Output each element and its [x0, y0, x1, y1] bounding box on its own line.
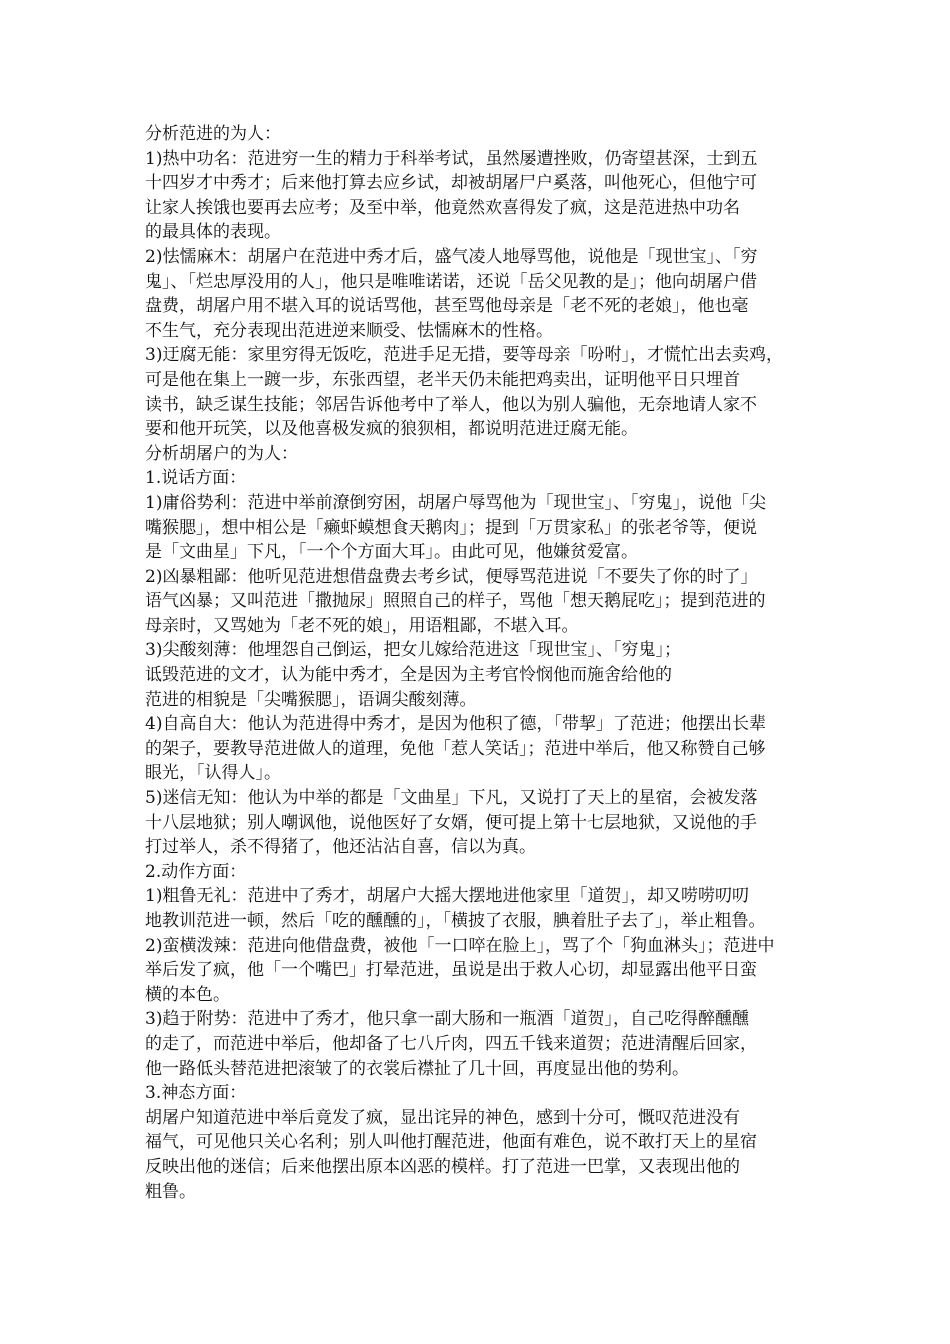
text-line: 1)庸俗势利：范进中举前潦倒穷困，胡屠户辱骂他为「现世宝」、「穷鬼」，说他「尖 — [145, 492, 766, 513]
text-line: 眼光，「认得人」。 — [145, 763, 281, 784]
text-line: 十八层地狱；别人嘲讽他，说他医好了女婿，便可提上第十七层地狱，又说他的手 — [145, 812, 757, 833]
text-line: 他一路低头替范进把滚皱了的衣裳后襟扯了几十回，再度显出他的势利。 — [145, 1058, 689, 1079]
text-line: 1)粗鲁无礼：范进中了秀才，胡屠户大摇大摆地进他家里「道贺」，却又唠唠叨叨 — [145, 886, 749, 907]
text-line: 分析胡屠户的为人： — [145, 443, 298, 464]
text-line: 3)趋于附势：范进中了秀才，他只拿一副大肠和一瓶酒「道贺」，自己吃得醉醺醺 — [145, 1009, 749, 1030]
text-line: 1.说话方面： — [145, 468, 247, 489]
text-line: 2)蛮横泼辣：范进向他借盘费，被他「一口啐在脸上」，骂了个「狗血淋头」；范进中 — [145, 935, 775, 956]
text-line: 3)迂腐无能：家里穷得无饭吃，范进手足无措，要等母亲「吩咐」，才慌忙出去卖鸡， — [145, 345, 783, 366]
text-line: 打过举人，杀不得猪了，他还沾沾自喜，信以为真。 — [145, 837, 536, 858]
text-line: 分析范进的为人： — [145, 124, 281, 144]
text-line: 反映出他的迷信；后来他摆出原本凶恶的模样。打了范进一巴掌，又表现出他的 — [145, 1156, 740, 1177]
text-line: 的架子，要教导范进做人的道理，免他「惹人笑话」；范进中举后，他又称赞自己够 — [145, 738, 766, 759]
document-body — [145, 122, 815, 1204]
text-line: 粗鲁。 — [145, 1181, 196, 1202]
text-line: 举后发了疯，他「一个嘴巴」打晕范进，虽说是出于救人心切，却显露出他平日蛮 — [145, 960, 757, 981]
text-line: 让家人挨饿也要再去应考；及至中举，他竟然欢喜得发了疯，这是范进热中功名 — [145, 197, 740, 218]
text-line: 的走了，而范进中举后，他却备了七八斤肉，四五千钱来道贺；范进清醒后回家， — [145, 1033, 757, 1054]
text-line: 可是他在集上一踱一步，东张西望，老半天仍未能把鸡卖出，证明他平日只埋首 — [145, 369, 740, 390]
text-line: 母亲时，又骂她为「老不死的娘」，用语粗鄙，不堪入耳。 — [145, 615, 579, 636]
text-line: 地教训范进一顿，然后「吃的醺醺的」，「横披了衣服，腆着肚子去了」，举止粗鲁。 — [145, 911, 766, 931]
text-line: 鬼」、「烂忠厚没用的人」，他只是唯唯诺诺，还说「岳父见教的是」；他向胡屠户借 — [145, 271, 757, 292]
text-line: 范进的相貌是「尖嘴猴腮」，语调尖酸刻薄。 — [145, 689, 477, 710]
text-line: 3.神态方面： — [145, 1083, 247, 1104]
text-line: 福气，可见他只关心名利；别人叫他打醒范进，他面有难色，说不敢打天上的星宿 — [145, 1132, 757, 1153]
text-line: 的最具体的表现。 — [145, 222, 281, 243]
text-line: 横的本色。 — [145, 984, 230, 1005]
text-line: 2)凶暴粗鄙：他听见范进想借盘费去考乡试，便辱骂范进说「不要失了你的时了」 — [145, 566, 758, 587]
text-line: 2.动作方面： — [145, 861, 247, 882]
text-line: 十四岁才中秀才；后来他打算去应乡试，却被胡屠尸户奚落，叫他死心，但他宁可 — [145, 173, 757, 194]
text-line: 语气凶暴；又叫范进「撒抛尿」照照自己的样子，骂他「想天鹅屁吃」；提到范进的 — [145, 591, 766, 612]
text-line: 要和他开玩笑，以及他喜极发疯的狼狈相，都说明范进迂腐无能。 — [145, 419, 638, 440]
text-line: 不生气，充分表现出范进逆来顺受、怯懦麻木的性格。 — [145, 320, 553, 341]
text-line: 嘴猴腮」，想中相公是「癞虾蟆想食天鹅肉」；提到「万贯家私」的张老爷等，便说 — [145, 517, 757, 538]
text-line: 5)迷信无知：他认为中举的都是「文曲星」下凡，又说打了天上的星宿，会被发落 — [145, 788, 758, 809]
text-line: 是「文曲星」下凡，「一个个方面大耳」。由此可见，他嫌贫爱富。 — [145, 542, 638, 563]
text-line: 1)热中功名：范进穷一生的精力于科举考试，虽然屡遭挫败，仍寄望甚深，士到五 — [145, 148, 758, 169]
text-line: 盘费，胡屠户用不堪入耳的说话骂他，甚至骂他母亲是「老不死的老娘」，他也毫 — [145, 296, 749, 317]
text-line: 读书，缺乏谋生技能；邻居告诉他考中了举人，他以为别人骗他，无奈地请人家不 — [145, 394, 757, 415]
text-line: 3)尖酸刻薄：他埋怨自己倒运，把女儿嫁给范进这「现世宝」、「穷鬼」； — [145, 640, 681, 661]
text-line: 胡屠户知道范进中举后竟发了疯，显出诧异的神色，感到十分可，慨叹范进没有 — [145, 1107, 740, 1128]
text-line: 2)怯懦麻木：胡屠户在范进中秀才后，盛气凌人地辱骂他，说他是「现世宝」、「穷 — [145, 246, 758, 267]
text-line: 诋毁范进的文才，认为能中秀才，全是因为主考官怜悯他而施舍给他的 — [145, 665, 672, 686]
text-line: 4)自高自大：他认为范进得中秀才，是因为他积了德，「带挈」了范进；他摆出长辈 — [145, 714, 766, 735]
